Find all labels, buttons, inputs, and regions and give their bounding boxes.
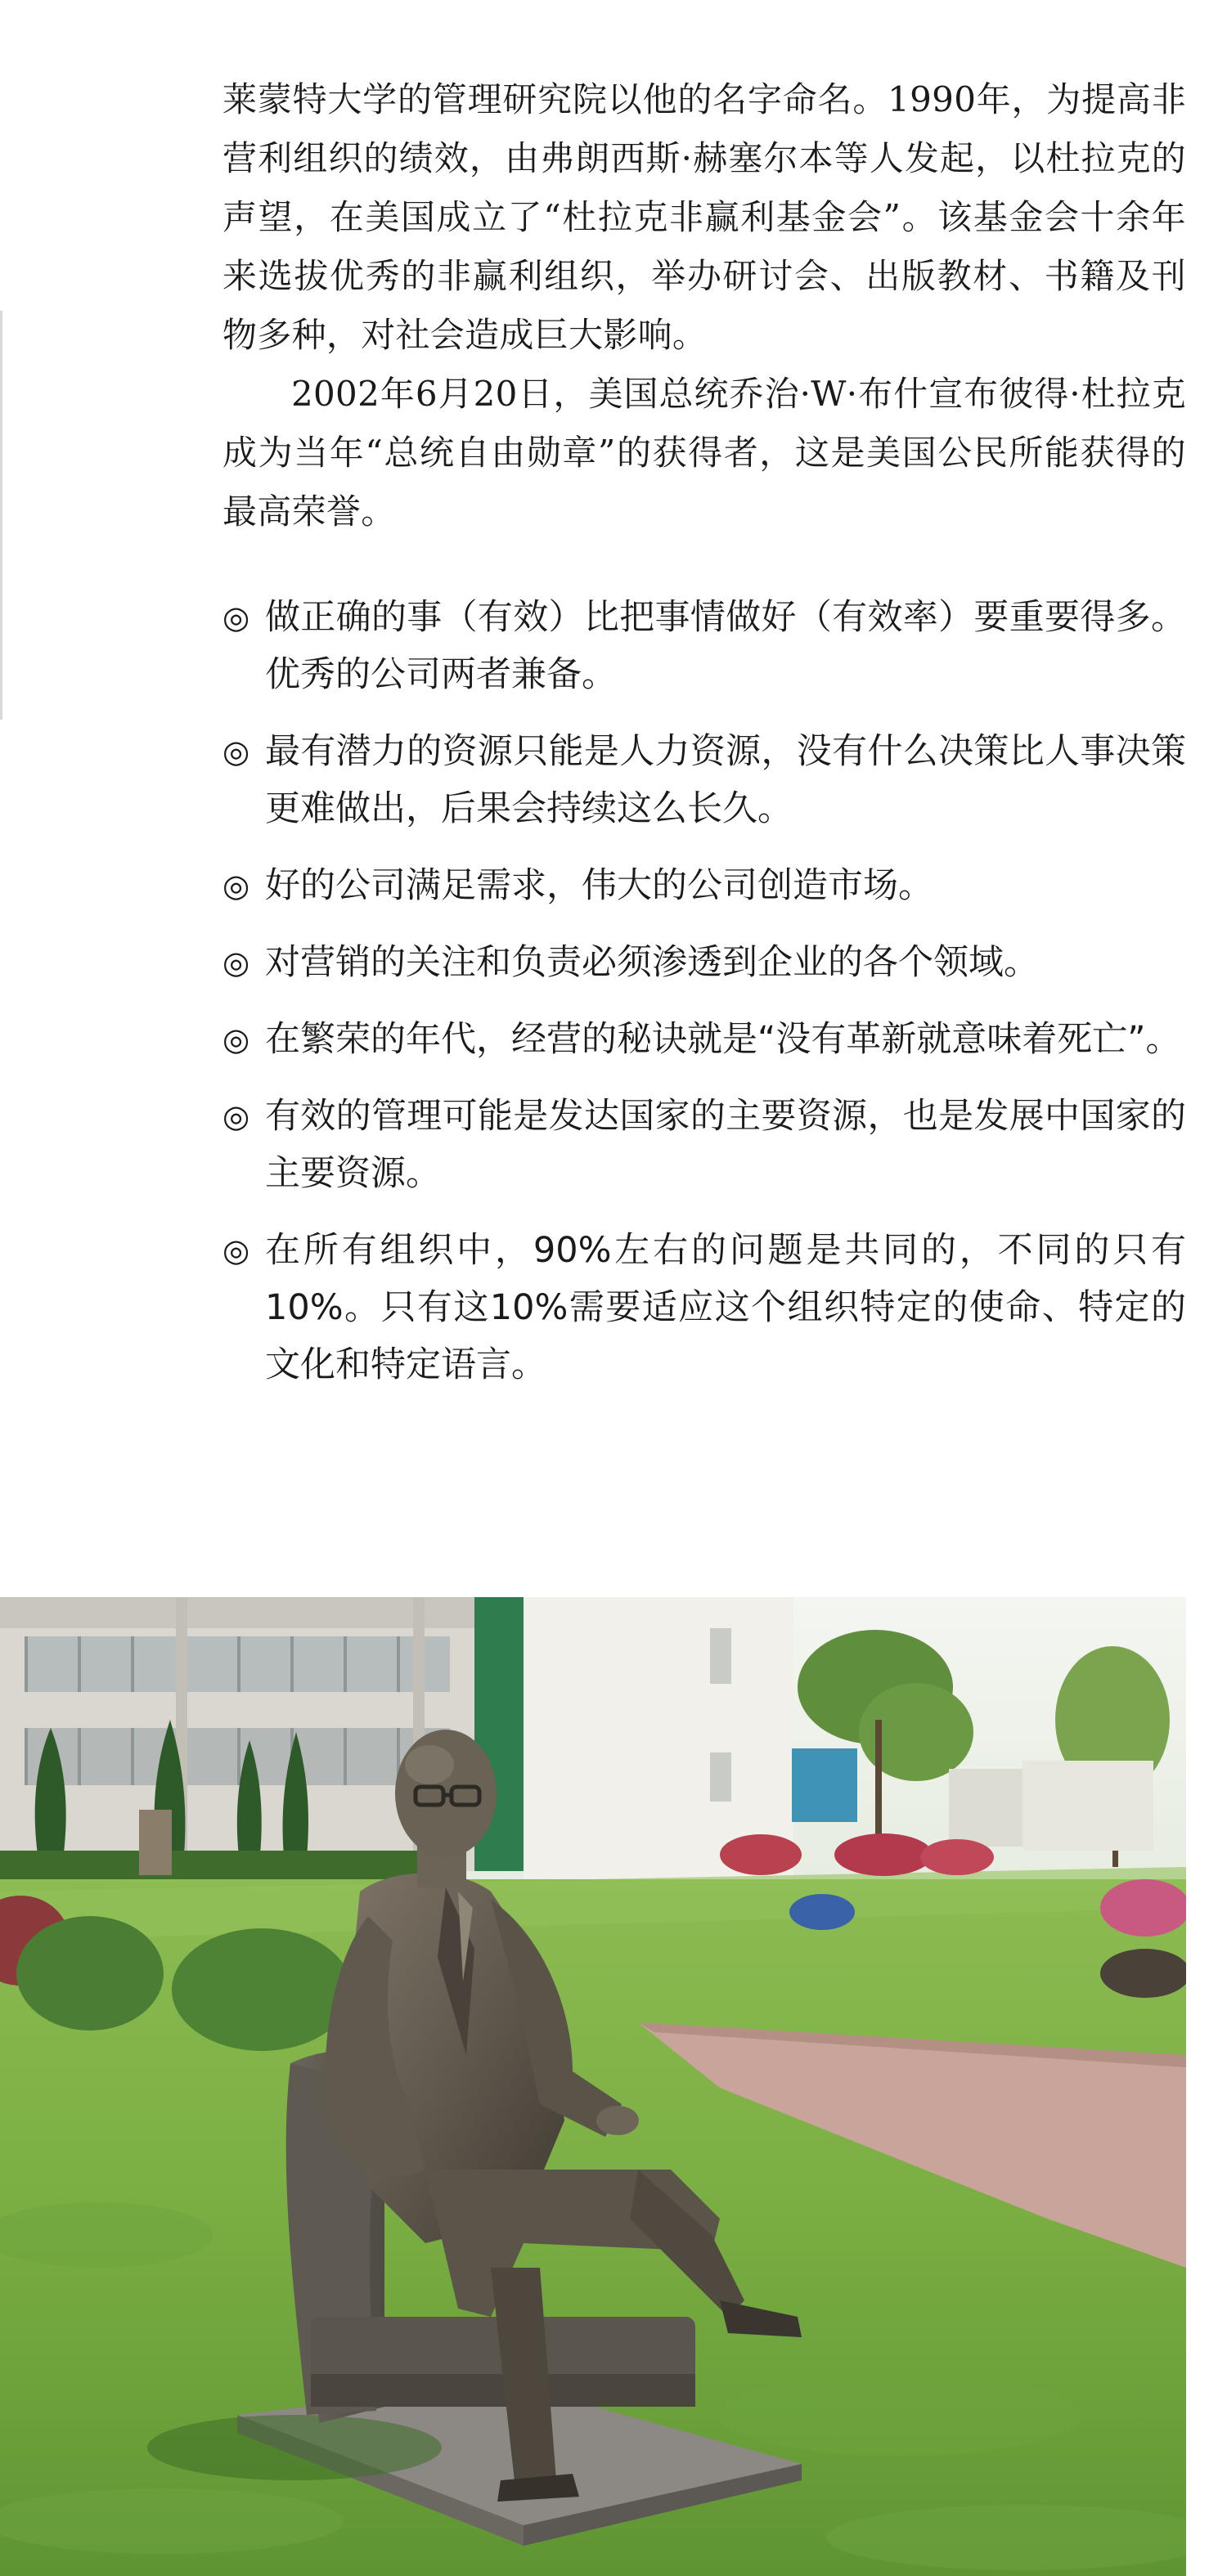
- quote-text: 在所有组织中，90%左右的问题是共同的，不同的只有10%。只有这10%需要适应这个组织特定的使命、特定的文化和特定语言。: [265, 1230, 1186, 1385]
- bullet-icon: ◎: [222, 599, 250, 635]
- quote-text: 对营销的关注和负责必须渗透到企业的各个领域。: [265, 942, 1039, 983]
- statue-photo: [0, 1597, 1186, 2576]
- bullet-icon: ◎: [222, 945, 250, 981]
- bullet-icon: ◎: [222, 1098, 250, 1134]
- quote-item: [222, 1088, 1186, 1202]
- quote-item: [222, 723, 1186, 837]
- bullet-icon: ◎: [222, 1021, 250, 1057]
- quote-text: 有效的管理可能是发达国家的主要资源，也是发展中国家的主要资源。: [265, 1096, 1186, 1194]
- biography-paragraph-2: 2002年6月20日，美国总统乔治·W·布什宣布彼得·杜拉克成为当年“总统自由勋章”的获得者，这是美国公民所能获得的最高荣誉。: [222, 374, 1186, 532]
- quote-text: 最有潜力的资源只能是人力资源，没有什么决策比人事决策更难做出，后果会持续这么长久。: [265, 731, 1186, 829]
- quote-text: 做正确的事（有效）比把事情做好（有效率）要重要得多。优秀的公司两者兼备。: [265, 597, 1186, 695]
- quote-text: 在繁荣的年代，经营的秘诀就是“没有革新就意味着死亡”。: [265, 1019, 1181, 1060]
- biography-text: [222, 70, 1186, 541]
- bullet-icon: ◎: [222, 734, 250, 770]
- quote-item: [222, 1011, 1186, 1068]
- biography-paragraph-1: 莱蒙特大学的管理研究院以他的名字命名。1990年，为提高非营利组织的绩效，由弗朗西斯·赫塞尔本等人发起，以杜拉克的声望，在美国成立了“杜拉克非赢利基金会”。该基金会十余年来选拔优秀的非赢利组织，举办研讨会、出版教材、书籍及刊物多种，对社会造成巨大影响。: [222, 79, 1186, 355]
- bullet-icon: ◎: [222, 1232, 250, 1268]
- quote-item: [222, 589, 1186, 703]
- quote-text: 好的公司满足需求，伟大的公司创造市场。: [265, 865, 933, 906]
- quote-item: [222, 934, 1186, 991]
- quotes-list: [222, 589, 1186, 1413]
- page-edge-mark: [0, 311, 2, 720]
- quote-item: [222, 1222, 1186, 1393]
- bullet-icon: ◎: [222, 868, 250, 904]
- quote-item: [222, 857, 1186, 914]
